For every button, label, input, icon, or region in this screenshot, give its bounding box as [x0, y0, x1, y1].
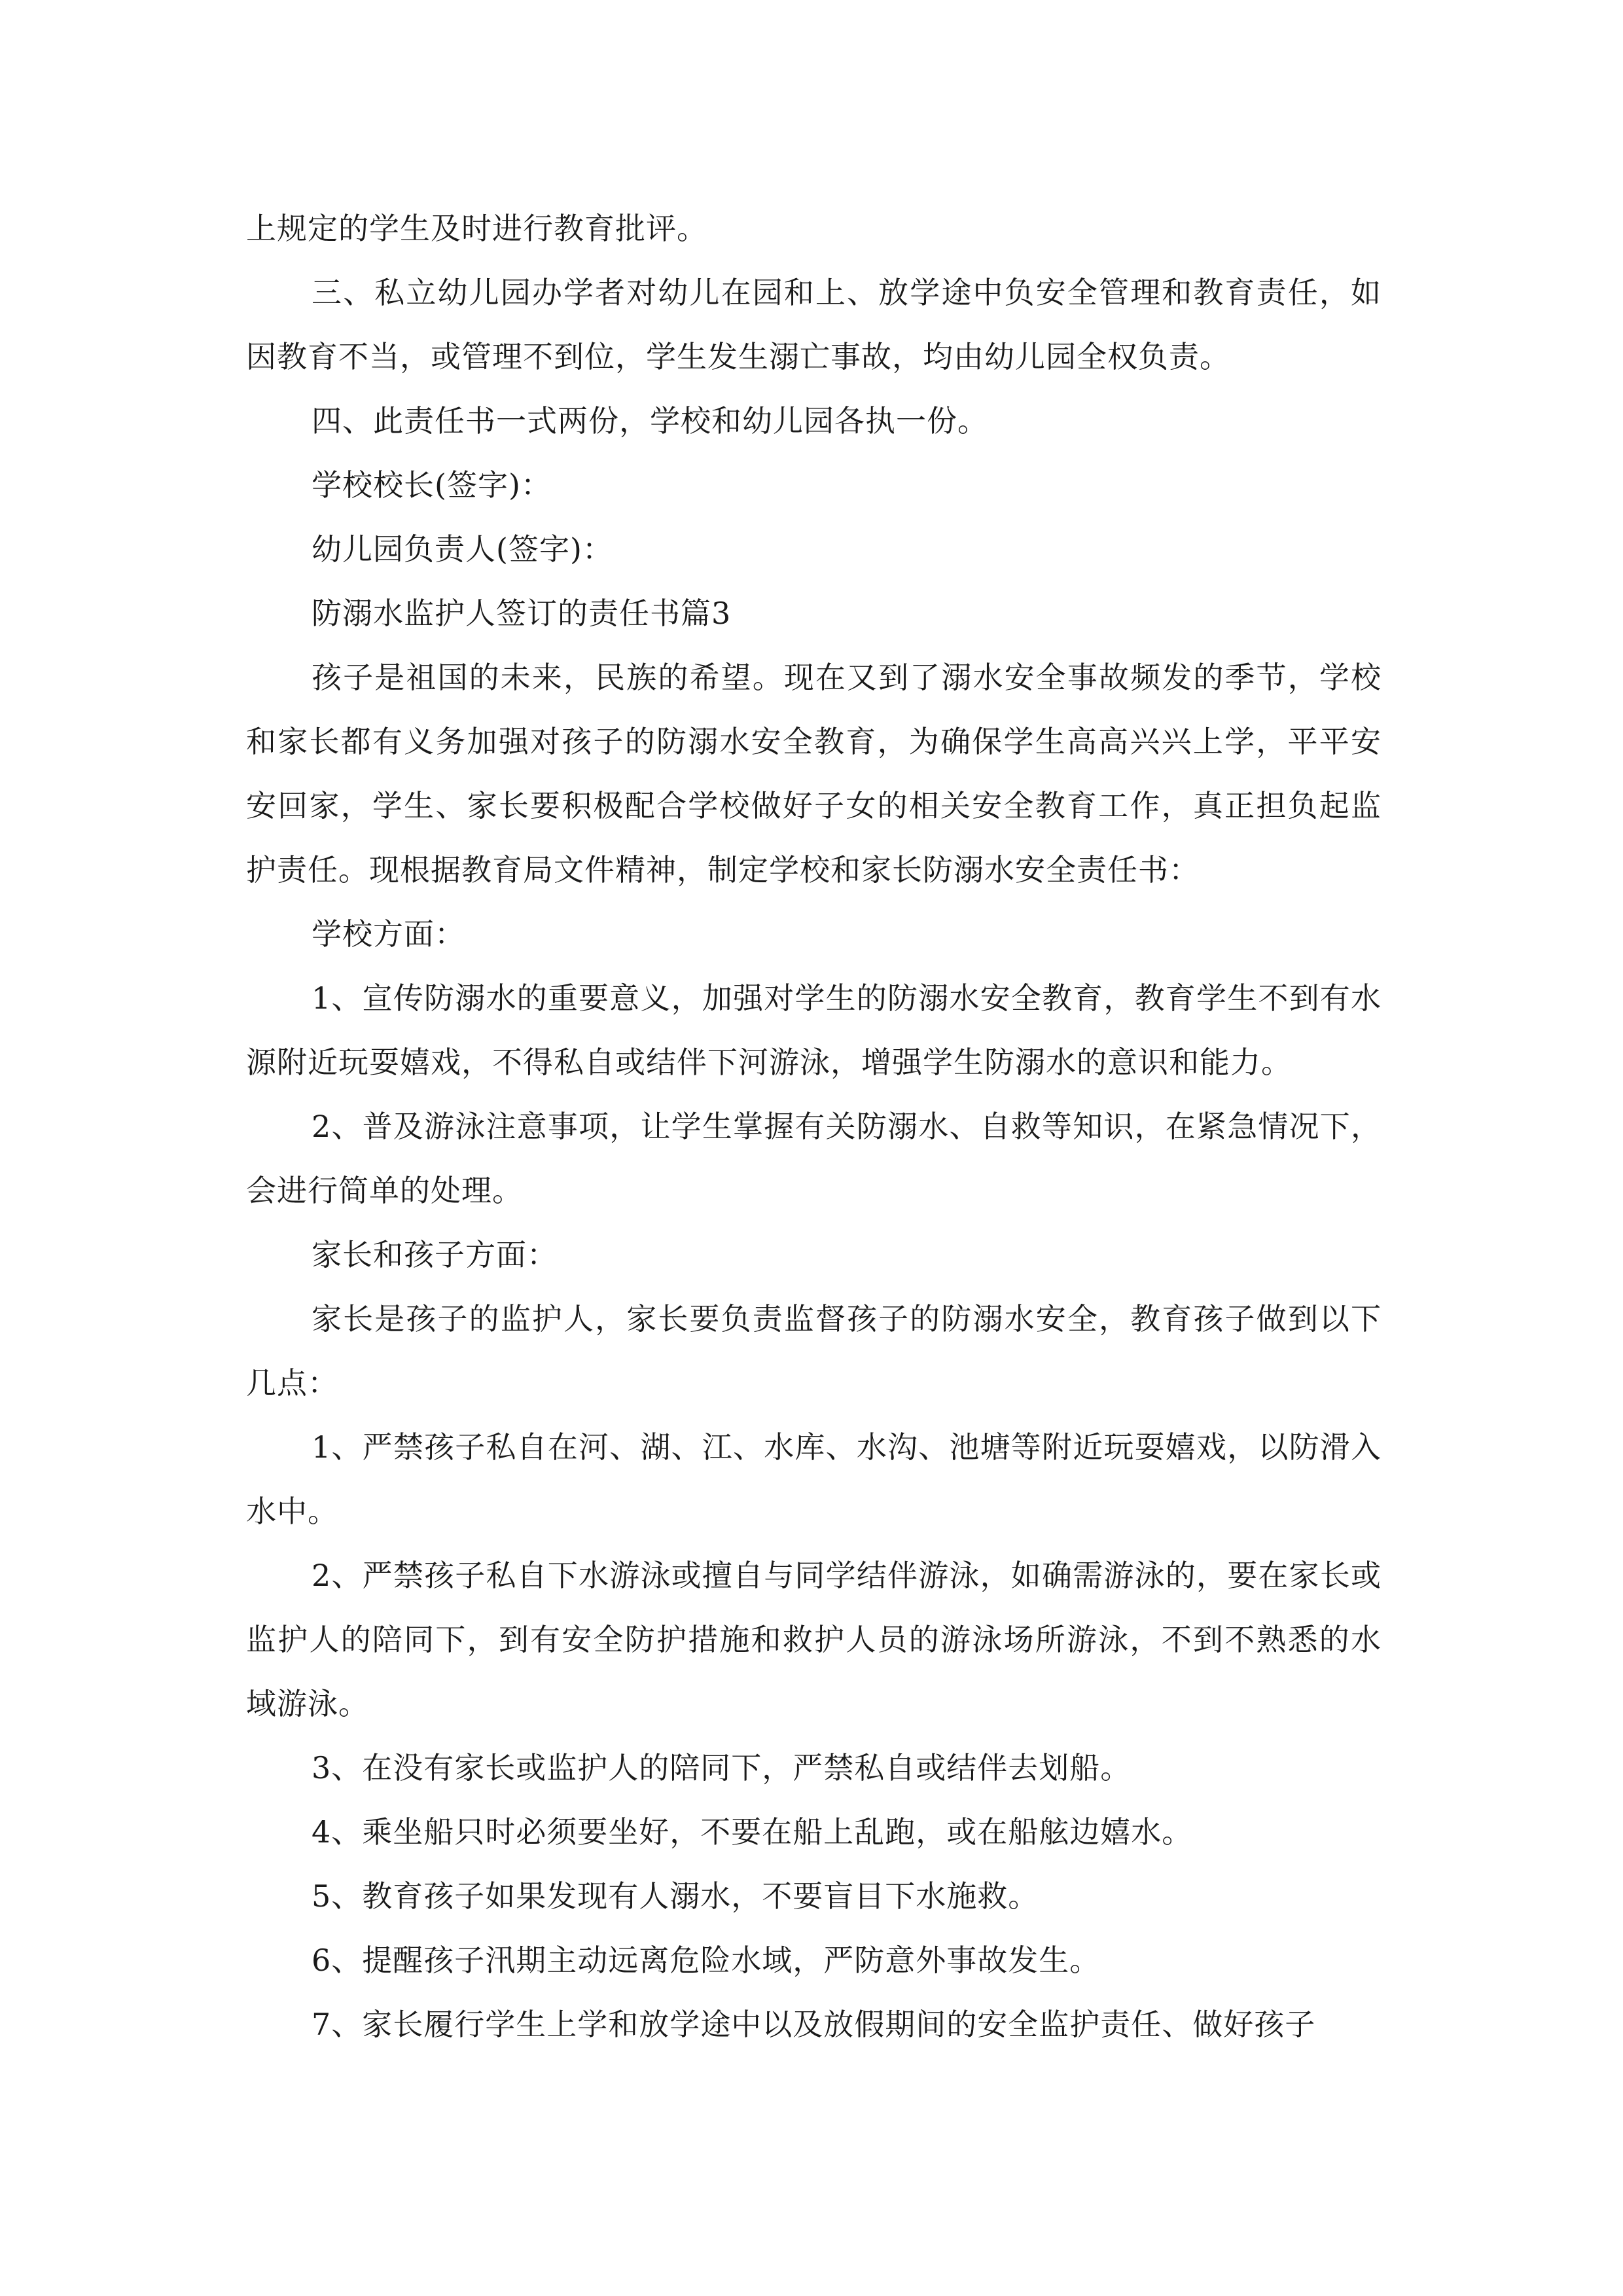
- paragraph-clause-4: 四、此责任书一式两份，学校和幼儿园各执一份。: [312, 403, 988, 439]
- parent-item-2: 2、严禁孩子私自下水游泳或擅自与同学结伴游泳，如确需游泳的，要在家长或监护人的陪同下，到有安全防护措施和救护人员的游泳场所游泳，不到不熟悉的水域游泳。: [246, 1558, 1382, 1721]
- paragraph-parents-intro: 家长是孩子的监护人，家长要负责监督孩子的防溺水安全，教育孩子做到以下几点：: [246, 1301, 1382, 1401]
- signature-line-principal: 学校校长(签字)：: [312, 467, 552, 503]
- paragraph-continuation: 上规定的学生及时进行教育批评。: [246, 211, 707, 246]
- parent-item-1: 1、严禁孩子私自在河、湖、江、水库、水沟、池塘等附近玩耍嬉戏，以防滑入水中。: [246, 1429, 1382, 1529]
- parent-item-7: 7、家长履行学生上学和放学途中以及放假期间的安全监护责任、做好孩子: [312, 2007, 1316, 2042]
- parent-item-4: 4、乘坐船只时必须要坐好，不要在船上乱跑，或在船舷边嬉水。: [312, 1814, 1193, 1850]
- subheading-parents: 家长和孩子方面：: [312, 1237, 558, 1272]
- signature-line-kindergarten: 幼儿园负责人(签字)：: [312, 531, 613, 567]
- subheading-school: 学校方面：: [312, 916, 465, 952]
- parent-item-6: 6、提醒孩子汛期主动远离危险水域，严防意外事故发生。: [312, 1943, 1101, 1978]
- paragraph-intro: 孩子是祖国的未来，民族的希望。现在又到了溺水安全事故频发的季节，学校和家长都有义务加强对孩子的防溺水安全教育，为确保学生高高兴兴上学，平平安安回家，学生、家长要积极配合学校做好子女的相关安全教育工作，真正担负起监护责任。现根据教育局文件精神，制定学校和家长防溺水安全责任书：: [246, 660, 1382, 888]
- school-item-1: 1、宣传防溺水的重要意义，加强对学生的防溺水安全教育，教育学生不到有水源附近玩耍嬉戏，不得私自或结伴下河游泳，增强学生防溺水的意识和能力。: [246, 980, 1382, 1080]
- parent-item-5: 5、教育孩子如果发现有人溺水，不要盲目下水施救。: [312, 1878, 1039, 1914]
- school-item-2: 2、普及游泳注意事项，让学生掌握有关防溺水、自救等知识，在紧急情况下，会进行简单的处理。: [246, 1109, 1382, 1208]
- section-heading: 防溺水监护人签订的责任书篇3: [312, 596, 732, 631]
- paragraph-clause-3: 三、私立幼儿园办学者对幼儿在园和上、放学途中负安全管理和教育责任，如因教育不当，或管理不到位，学生发生溺亡事故，均由幼儿园全权负责。: [246, 275, 1382, 374]
- document-body: [246, 196, 1382, 2056]
- parent-item-3: 3、在没有家长或监护人的陪同下，严禁私自或结伴去划船。: [312, 1750, 1132, 1785]
